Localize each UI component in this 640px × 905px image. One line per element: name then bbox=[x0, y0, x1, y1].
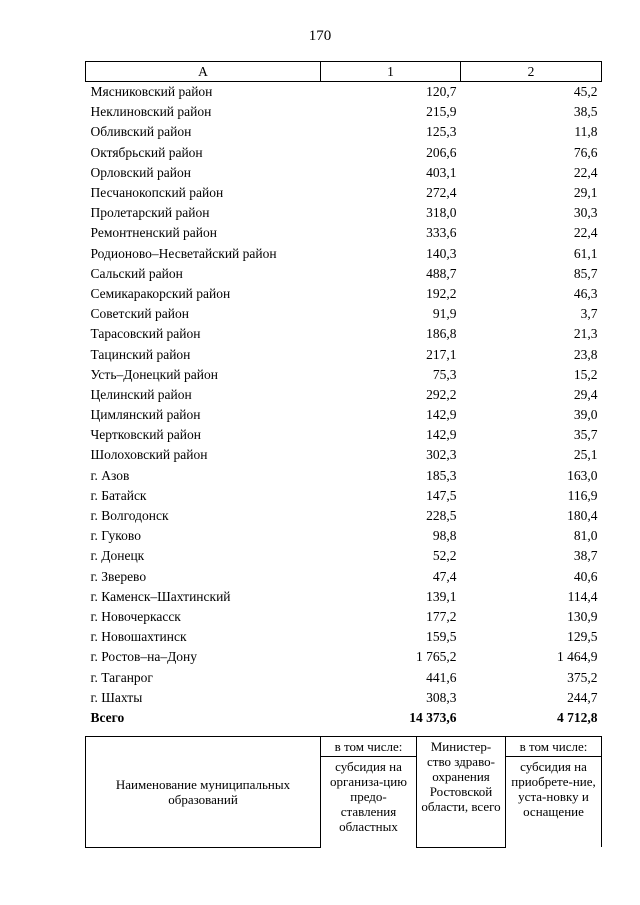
row-value-1: 403,1 bbox=[426, 164, 457, 180]
row-name: Орловский район bbox=[90, 164, 191, 180]
row-name: Мясниковский район bbox=[90, 84, 213, 100]
row-name: г. Таганрог bbox=[90, 669, 153, 685]
table-row bbox=[86, 203, 602, 223]
row-name: Чертковский район bbox=[90, 427, 201, 443]
row-name: Советский район bbox=[90, 306, 189, 322]
column-header-a: А bbox=[86, 62, 321, 82]
row-value-2: 1 464,9 bbox=[557, 649, 598, 665]
row-value-1: 318,0 bbox=[426, 205, 457, 221]
row-value-1: 98,8 bbox=[432, 528, 457, 544]
subsidy-equipment-heading: субсидия на приобрете-ние, уста-новку и оснащение bbox=[511, 759, 596, 819]
row-value-1: 308,3 bbox=[426, 689, 457, 705]
row-name: г. Зверево bbox=[90, 568, 147, 584]
row-value-1: 147,5 bbox=[426, 487, 457, 503]
row-name: г. Новочеркасск bbox=[90, 608, 181, 624]
table-row bbox=[86, 385, 602, 405]
table-row bbox=[86, 425, 602, 445]
row-value-2: 25,1 bbox=[573, 447, 598, 463]
table-row bbox=[86, 405, 602, 425]
row-value-2: 129,5 bbox=[567, 629, 598, 645]
row-value-1: 1 765,2 bbox=[416, 649, 457, 665]
col3-subheading: в том числе: bbox=[506, 737, 602, 757]
row-value-2: 3,7 bbox=[580, 306, 598, 322]
row-value-1: 177,2 bbox=[426, 608, 457, 624]
row-value-1: 142,9 bbox=[426, 407, 457, 423]
row-value-1: 75,3 bbox=[432, 366, 457, 382]
row-value-1: 140,3 bbox=[426, 245, 457, 261]
row-name: Песчанокопский район bbox=[90, 185, 224, 201]
row-name: г. Азов bbox=[90, 467, 130, 483]
row-name: г. Гуково bbox=[90, 528, 141, 544]
row-name: г. Новошахтинск bbox=[90, 629, 187, 645]
row-value-2: 180,4 bbox=[567, 508, 598, 524]
row-value-2: 35,7 bbox=[573, 427, 598, 443]
table-row bbox=[86, 82, 602, 103]
table-row bbox=[86, 466, 602, 486]
table-row bbox=[86, 526, 602, 546]
table-row bbox=[86, 143, 602, 163]
row-name: Семикаракорский район bbox=[90, 285, 231, 301]
row-value-1: 159,5 bbox=[426, 629, 457, 645]
table-row bbox=[86, 183, 602, 203]
row-value-1: 488,7 bbox=[426, 265, 457, 281]
table-body bbox=[86, 82, 602, 708]
row-name: Шолоховский район bbox=[90, 447, 208, 463]
row-name: Обливский район bbox=[90, 124, 192, 140]
row-value-2: 11,8 bbox=[574, 124, 598, 140]
row-value-2: 40,6 bbox=[573, 568, 598, 584]
row-name: Родионово–Несветайский район bbox=[90, 245, 277, 261]
row-value-2: 76,6 bbox=[573, 144, 598, 160]
row-value-2: 46,3 bbox=[573, 285, 598, 301]
row-name: Усть–Донецкий район bbox=[90, 366, 218, 382]
row-value-1: 272,4 bbox=[426, 185, 457, 201]
subsidy-organization-heading: субсидия на организа-цию предо-ставления областных bbox=[330, 759, 407, 834]
row-value-1: 139,1 bbox=[426, 588, 457, 604]
table-row bbox=[86, 264, 602, 284]
ministry-heading: Министер-ство здраво-охранения Ростовской области, всего bbox=[417, 737, 506, 848]
table-row bbox=[86, 567, 602, 587]
row-value-1: 302,3 bbox=[426, 447, 457, 463]
total-row bbox=[86, 708, 602, 728]
table-row bbox=[86, 647, 602, 667]
row-value-2: 163,0 bbox=[567, 467, 598, 483]
row-value-2: 244,7 bbox=[567, 689, 598, 705]
table-row bbox=[86, 284, 602, 304]
row-value-1: 186,8 bbox=[426, 326, 457, 342]
row-value-2: 116,9 bbox=[567, 487, 598, 503]
row-value-2: 21,3 bbox=[573, 326, 598, 342]
page-number: 170 bbox=[308, 28, 332, 44]
row-value-1: 441,6 bbox=[426, 669, 457, 685]
row-name: Цимлянский район bbox=[90, 407, 201, 423]
table-row bbox=[86, 445, 602, 465]
table-row bbox=[86, 546, 602, 566]
row-value-2: 85,7 bbox=[573, 265, 598, 281]
table-row bbox=[86, 365, 602, 385]
table-row bbox=[86, 304, 602, 324]
row-value-2: 114,4 bbox=[567, 588, 598, 604]
row-value-1: 217,1 bbox=[426, 346, 457, 362]
row-value-1: 192,2 bbox=[426, 285, 457, 301]
row-value-2: 23,8 bbox=[573, 346, 598, 362]
table-row bbox=[86, 688, 602, 708]
row-value-2: 38,7 bbox=[573, 548, 598, 564]
row-value-1: 52,2 bbox=[432, 548, 457, 564]
row-value-2: 22,4 bbox=[573, 164, 598, 180]
row-value-1: 292,2 bbox=[426, 386, 457, 402]
data-table bbox=[85, 61, 602, 728]
total-value-1: 14 373,6 bbox=[409, 709, 457, 725]
table-header-row bbox=[86, 62, 602, 82]
row-value-1: 206,6 bbox=[426, 144, 457, 160]
row-name: Неклиновский район bbox=[90, 104, 212, 120]
row-value-2: 375,2 bbox=[567, 669, 598, 685]
column-header-1: 1 bbox=[321, 62, 461, 82]
table-row bbox=[86, 667, 602, 687]
table-row bbox=[86, 486, 602, 506]
table-row bbox=[86, 344, 602, 364]
row-value-2: 61,1 bbox=[573, 245, 598, 261]
row-name: г. Шахты bbox=[90, 689, 143, 705]
table-row bbox=[86, 324, 602, 344]
row-name: Октябрьский район bbox=[90, 144, 203, 160]
row-value-1: 142,9 bbox=[426, 427, 457, 443]
row-value-1: 120,7 bbox=[426, 84, 457, 100]
row-value-1: 228,5 bbox=[426, 508, 457, 524]
row-name: Пролетарский район bbox=[90, 205, 210, 221]
row-value-2: 81,0 bbox=[573, 528, 598, 544]
row-value-2: 130,9 bbox=[567, 608, 598, 624]
table-row bbox=[86, 587, 602, 607]
table-row bbox=[86, 163, 602, 183]
row-value-2: 22,4 bbox=[573, 225, 598, 241]
row-value-1: 333,6 bbox=[426, 225, 457, 241]
table-row bbox=[86, 223, 602, 243]
table-row bbox=[86, 244, 602, 264]
row-name: г. Батайск bbox=[90, 487, 147, 503]
continuation-header-table bbox=[85, 736, 602, 848]
column-header-2: 2 bbox=[461, 62, 602, 82]
table-row bbox=[86, 122, 602, 142]
row-value-2: 30,3 bbox=[573, 205, 598, 221]
total-label: Всего bbox=[90, 709, 125, 725]
table-row bbox=[86, 607, 602, 627]
row-value-2: 29,1 bbox=[573, 185, 598, 201]
row-value-1: 91,9 bbox=[432, 306, 457, 322]
row-value-2: 29,4 bbox=[573, 386, 598, 402]
table-row bbox=[86, 102, 602, 122]
row-name: г. Ростов–на–Дону bbox=[90, 649, 198, 665]
row-value-2: 38,5 bbox=[573, 104, 598, 120]
row-name: Ремонтненский район bbox=[90, 225, 217, 241]
col1-subheading: в том числе: bbox=[321, 737, 417, 757]
row-value-2: 15,2 bbox=[573, 366, 598, 382]
table-row bbox=[86, 506, 602, 526]
row-value-1: 215,9 bbox=[426, 104, 457, 120]
row-name: г. Волгодонск bbox=[90, 508, 169, 524]
row-value-1: 47,4 bbox=[432, 568, 457, 584]
row-value-2: 39,0 bbox=[573, 407, 598, 423]
row-value-1: 185,3 bbox=[426, 467, 457, 483]
total-value-2: 4 712,8 bbox=[557, 709, 598, 725]
row-value-2: 45,2 bbox=[573, 84, 598, 100]
row-name: г. Донецк bbox=[90, 548, 145, 564]
row-name: Сальский район bbox=[90, 265, 183, 281]
municipality-heading: Наименование муниципальных образований bbox=[86, 737, 321, 848]
row-name: Тацинский район bbox=[90, 346, 191, 362]
row-name: Тарасовский район bbox=[90, 326, 201, 342]
row-value-1: 125,3 bbox=[426, 124, 457, 140]
table-row bbox=[86, 627, 602, 647]
row-name: г. Каменск–Шахтинский bbox=[90, 588, 231, 604]
row-name: Целинский район bbox=[90, 386, 192, 402]
